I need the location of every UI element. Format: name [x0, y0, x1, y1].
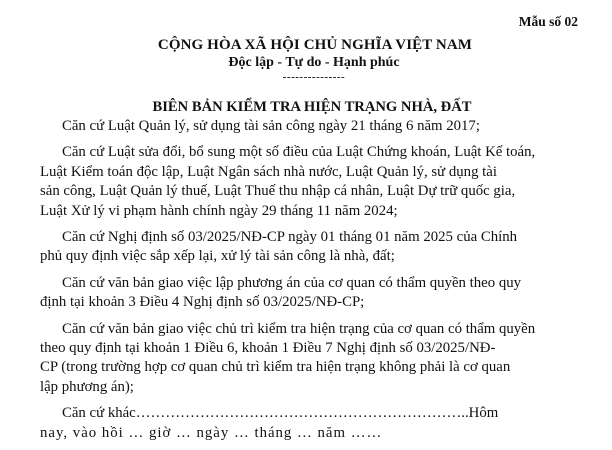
form-number: Mẫu số 02 [518, 14, 578, 29]
paragraph [40, 117, 575, 136]
paragraph-line: Căn cứ Luật Quản lý, sử dụng tài sản công ngày 21 tháng 6 năm 2017; [62, 118, 480, 134]
paragraph-line: Căn cứ Luật sửa đổi, bổ sung một số điều của Luật Chứng khoán, Luật Kế toán, [62, 144, 536, 161]
paragraph-line: CP (trong trường hợp cơ quan chủ trì kiểm tra hiện trạng không phải là cơ quan [40, 359, 511, 376]
paragraph-line: lập phương án); [40, 378, 134, 395]
paragraph-line: phủ quy định việc sắp xếp lại, xử lý tài sản công là nhà, đất; [40, 248, 395, 265]
paragraph [40, 404, 575, 443]
paragraph-line: Căn cứ văn bản giao việc chủ trì kiểm tra hiện trạng của cơ quan có thẩm quyền [62, 320, 536, 337]
paragraph-line: sản công, Luật Quản lý thuế, Luật Thuế thu nhập cá nhân, Luật Dự trữ quốc gia, [40, 183, 516, 200]
national-header [0, 36, 600, 83]
national-motto: Độc lập - Tự do - Hạnh phúc [228, 55, 400, 70]
other-basis-line: Căn cứ khác…………………………………………………………..Hôm [62, 405, 499, 422]
paragraph [40, 228, 575, 267]
paragraph-line: theo quy định tại khoản 1 Điều 6, khoản 1 Điều 7 Nghị định số 03/2025/NĐ- [40, 340, 496, 357]
paragraph-line: Căn cứ văn bản giao việc lập phương án của cơ quan có thẩm quyền theo quy [62, 274, 522, 291]
paragraph [40, 320, 575, 398]
document-body [40, 117, 575, 450]
country-name: CỘNG HÒA XÃ HỘI CHỦ NGHĨA VIỆT NAM [157, 37, 473, 53]
paragraph-line: Luật Kiểm toán độc lập, Luật Ngân sách nhà nước, Luật Quản lý, sử dụng tài [40, 163, 497, 180]
paragraph-line: định tại khoản 3 Điều 4 Nghị định số 03/2025/NĐ-CP; [40, 294, 365, 311]
paragraph [40, 143, 575, 221]
document-title: BIÊN BẢN KIỂM TRA HIỆN TRẠNG NHÀ, ĐẤT [152, 99, 472, 115]
meeting-time-line: nay, vào hồi … giờ … ngày … tháng … năm …… [40, 424, 383, 441]
paragraph [40, 274, 575, 313]
paragraph-line: Căn cứ Nghị định số 03/2025/NĐ-CP ngày 01 tháng 01 năm 2025 của Chính [62, 229, 518, 246]
paragraph-line: Luật Xử lý vi phạm hành chính ngày 29 tháng 11 năm 2024; [40, 202, 398, 219]
header-separator: --------------- [282, 71, 346, 83]
